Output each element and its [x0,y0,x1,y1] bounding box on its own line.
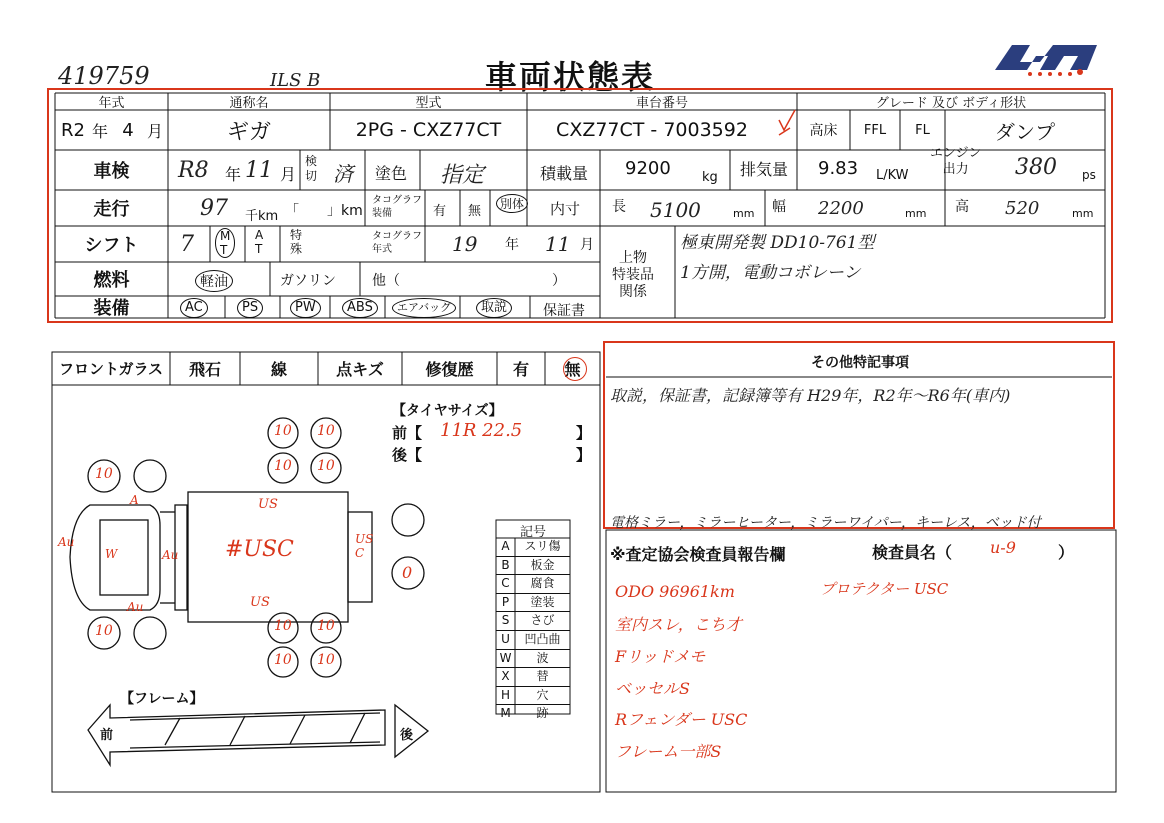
year-label: 年 [91,121,108,141]
row-label-inspection: 車検 [93,161,130,182]
special-notes-line2: 電格ミラー，ミラーヒーター，ミラーワイパー，キーレス，ベッド付 [610,515,1041,531]
legend-title: 記号 [519,525,546,540]
upper-equipment-label: 上物 特装品 関係 [612,250,654,300]
width-label: 幅 [772,199,786,215]
tire-reading: 10 [274,458,292,474]
tacho-no: 無 [468,204,482,219]
legend-row [496,686,570,705]
diagram-w-mark: W [105,547,118,561]
vehicle-model: 2PG - CXZ77CT [355,119,502,141]
tire-reading: 10 [317,652,335,668]
header-model: 型式 [415,96,442,111]
height-mm: mm [1072,207,1094,220]
legend-row [496,611,570,630]
diagram-right-mark: US C [355,532,374,560]
diagram-a-mark: A [130,493,139,507]
tacho-yes: 有 [433,204,447,219]
legend-code: M [500,706,511,721]
diagram-a-mark: Au [58,535,75,549]
grade-ffl: FFL [863,122,887,138]
row-label-equipment: 装備 [93,298,130,319]
spare-tire-reading: 0 [402,563,413,582]
header-chassis: 車台番号 [635,96,688,111]
row-label-mileage: 走行 [93,199,130,220]
fuel-diesel: 軽油 [195,270,233,292]
diagram-top-mark: US [258,497,278,512]
equip-ac: AC [180,298,208,318]
diagram-bottom-mark: US [250,595,270,610]
inspector-note: ODO 96961km [615,582,735,601]
repair-no-circle [563,357,587,381]
tire-reading: 10 [274,423,292,439]
tire-size-label: 【タイヤサイズ】 [392,403,503,419]
grade-floor: 高床 [809,123,838,139]
length-value: 5100 [650,198,701,222]
shift-mt: M T [215,228,235,258]
repair-history-label: 修復歴 [425,360,474,379]
fuel-other: 他（ [372,273,400,289]
mileage-value: 97 [200,196,228,221]
load-value: 9200 [625,158,671,179]
tire-front-value: 11R 22.5 [440,420,523,441]
height-value: 520 [1005,198,1040,219]
legend-meaning: スリ傷 [524,539,561,553]
legend-row [496,574,570,593]
vehicle-name: ギガ [226,119,271,145]
diagram-a-mark: Au [127,600,144,614]
special-notes-title: その他特記事項 [811,355,909,371]
tire-reading: 10 [274,652,292,668]
page-title: 車両状態表 [485,58,656,96]
legend-code: S [501,613,510,628]
engine-unit: ps [1082,168,1096,182]
legend-meaning: 腐食 [530,576,555,591]
equip-airbag: エアバッグ [392,298,456,318]
tire-rear-close: 】 [576,446,592,464]
year-era: R2 [61,119,85,141]
windshield-scratch: 点キズ [336,360,384,379]
tire-rear-value [440,444,455,465]
legend-code: W [499,650,512,665]
tacho-label: タコグラフ 装備 [372,195,422,219]
header-grade: グレード 及び ボディ形状 [875,96,1027,111]
tire-reading: 10 [274,618,292,634]
width-mm: mm [905,207,927,220]
handwritten-id: 419759 [58,62,150,90]
inspector-name-label: 検査員名（ [872,543,953,562]
shift-at: A T [255,228,264,256]
legend-meaning: さび [530,613,555,628]
engine-value: 380 [1015,155,1057,180]
tacho-month-label: 月 [580,237,594,253]
legend-code: U [501,631,510,646]
equip-pw: PW [290,298,321,318]
inner-label: 内寸 [550,200,581,218]
fuel-gasoline: ガソリン [280,273,336,289]
legend-row [496,704,570,723]
inspection-value: R8 [178,158,209,183]
header-year: 年式 [98,96,125,111]
tire-reading: 10 [95,623,113,639]
windshield-label: フロントガラス [58,360,164,378]
legend-meaning: 跡 [536,706,549,721]
repair-no: 無 [564,360,581,379]
diagram-center-mark: #USC [225,537,294,562]
tacho-other: 別体 [496,194,528,213]
legend-meaning: 替 [536,669,549,684]
legend-row [496,538,570,556]
grade-fl: FL [915,122,930,138]
body-type: ダンプ [994,119,1056,144]
legend-meaning: 波 [536,650,549,665]
displacement-unit: L/KW [876,168,909,183]
frame-label: 【フレーム】 [120,691,204,707]
inspection-month: 11 [245,158,273,183]
legend-code: X [501,669,510,684]
diagram-a-mark: Au [162,548,179,562]
legend-list [496,538,570,723]
row-label-shift: シフト [84,235,139,256]
length-label: 長 [612,199,626,215]
tire-front-label: 前【 [392,424,423,442]
month-label: 月 [146,121,163,141]
tacho-year: 19 [452,232,478,256]
row-label-fuel: 燃料 [93,270,130,291]
upper-equipment-line2: 1方開，電動コボレーン [680,263,861,283]
legend-meaning: 穴 [536,687,549,702]
windshield-stone: 飛石 [188,360,221,379]
legend-meaning: 凹凸曲 [524,631,561,646]
shift-special: 特 殊 [290,228,303,256]
legend-code: P [501,594,510,609]
equip-abs: ABS [342,298,378,318]
paint-label: 塗色 [375,164,408,183]
year-month: 4 [122,119,134,141]
length-mm: mm [733,207,755,220]
header-name: 通称名 [229,96,269,111]
tacho-month: 11 [545,232,571,256]
mileage-bracket: 「 」km [285,203,363,219]
legend-row [496,593,570,612]
legend-row [496,556,570,575]
load-unit: kg [702,170,718,185]
handwritten-note: ILS B [270,70,321,91]
load-label: 積載量 [540,164,589,183]
legend-meaning: 板金 [530,557,555,572]
expiry-label: 検 切 [305,154,318,183]
legend-row [496,667,570,686]
shift-value: 7 [180,232,194,257]
tacho-year-label: タコグラフ 年式 [372,231,422,255]
windshield-line: 線 [270,360,287,379]
tire-front-close: 】 [576,424,592,442]
equip-warranty: 保証書 [543,303,585,319]
inspector-note: Rフェンダー USC [615,710,748,729]
inspection-month-label: 月 [280,165,297,184]
inspector-note: ベッセルS [615,679,690,698]
inspector-report-title: ※査定協会検査員報告欄 [610,545,786,564]
inspector-note: フレーム一部S [615,742,722,761]
special-notes-line1: 取説，保証書，記録簿等有 H29年，R2年～R6年(車内) [610,386,1011,405]
width-value: 2200 [818,198,864,219]
legend-code: C [501,576,510,591]
tire-reading: 10 [95,466,113,482]
fuel-close: ） [552,273,566,289]
repair-yes: 有 [512,360,529,379]
tire-rear-label: 後【 [392,446,423,464]
equip-manual: 取説 [476,298,512,318]
equip-ps: PS [237,298,263,318]
chassis-number: CXZ77CT - 7003592 [556,119,748,141]
tire-reading: 10 [317,458,335,474]
legend-meaning: 塗装 [530,594,555,609]
inspector-name-close: ） [1058,543,1075,562]
inspector-right-note: プロテクター USC [820,580,949,598]
displacement-label: 排気量 [740,160,789,179]
frame-rear-arrow: 後 [400,728,414,743]
tire-reading: 10 [317,618,335,634]
engine-label: エンジン 出力 [930,146,982,177]
upper-equipment-line1: 極東開発製 DD10-761型 [680,233,875,253]
legend-code: A [501,539,510,553]
legend-row [496,630,570,649]
legend-code: H [500,687,511,702]
height-label: 高 [955,199,969,215]
expiry-hand: 済 [333,162,353,186]
inspector-note: Fリッドメモ [615,647,706,666]
inspection-year-label: 年 [225,165,242,184]
paint-value: 指定 [440,163,485,188]
frame-front-arrow: 前 [100,728,114,743]
displacement-value: 9.83 [818,158,859,179]
legend-row [496,649,570,668]
legend-code: B [501,557,510,572]
tacho-year-label2: 年 [505,237,519,253]
mileage-unit: 千km [245,209,279,224]
tire-reading: 10 [317,423,335,439]
inspector-note: 室内スレ，こち才 [615,615,742,634]
inspector-name: u-9 [990,538,1016,557]
